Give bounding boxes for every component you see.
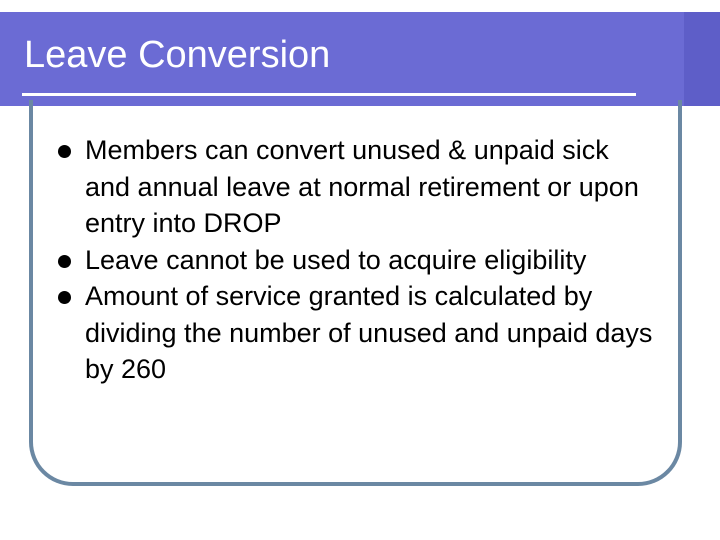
slide-title: Leave Conversion bbox=[24, 34, 331, 76]
bullet-list bbox=[58, 132, 658, 388]
bullet-text: Leave cannot be used to acquire eligibility bbox=[85, 244, 587, 275]
bullet-dot-icon bbox=[58, 255, 71, 268]
title-underline bbox=[22, 93, 636, 96]
bullet-item bbox=[58, 132, 658, 242]
bullet-item bbox=[58, 278, 658, 388]
bullet-text: Members can convert unused & unpaid sick and annual leave at normal retirement or upon entry into DROP bbox=[85, 135, 639, 238]
bullet-dot-icon bbox=[58, 145, 71, 158]
title-bar-accent bbox=[684, 12, 720, 106]
bullet-item bbox=[58, 242, 658, 279]
bullet-dot-icon bbox=[58, 291, 71, 304]
bullet-text: Amount of service granted is calculated by dividing the number of unused and unpaid days by 260 bbox=[85, 281, 653, 384]
